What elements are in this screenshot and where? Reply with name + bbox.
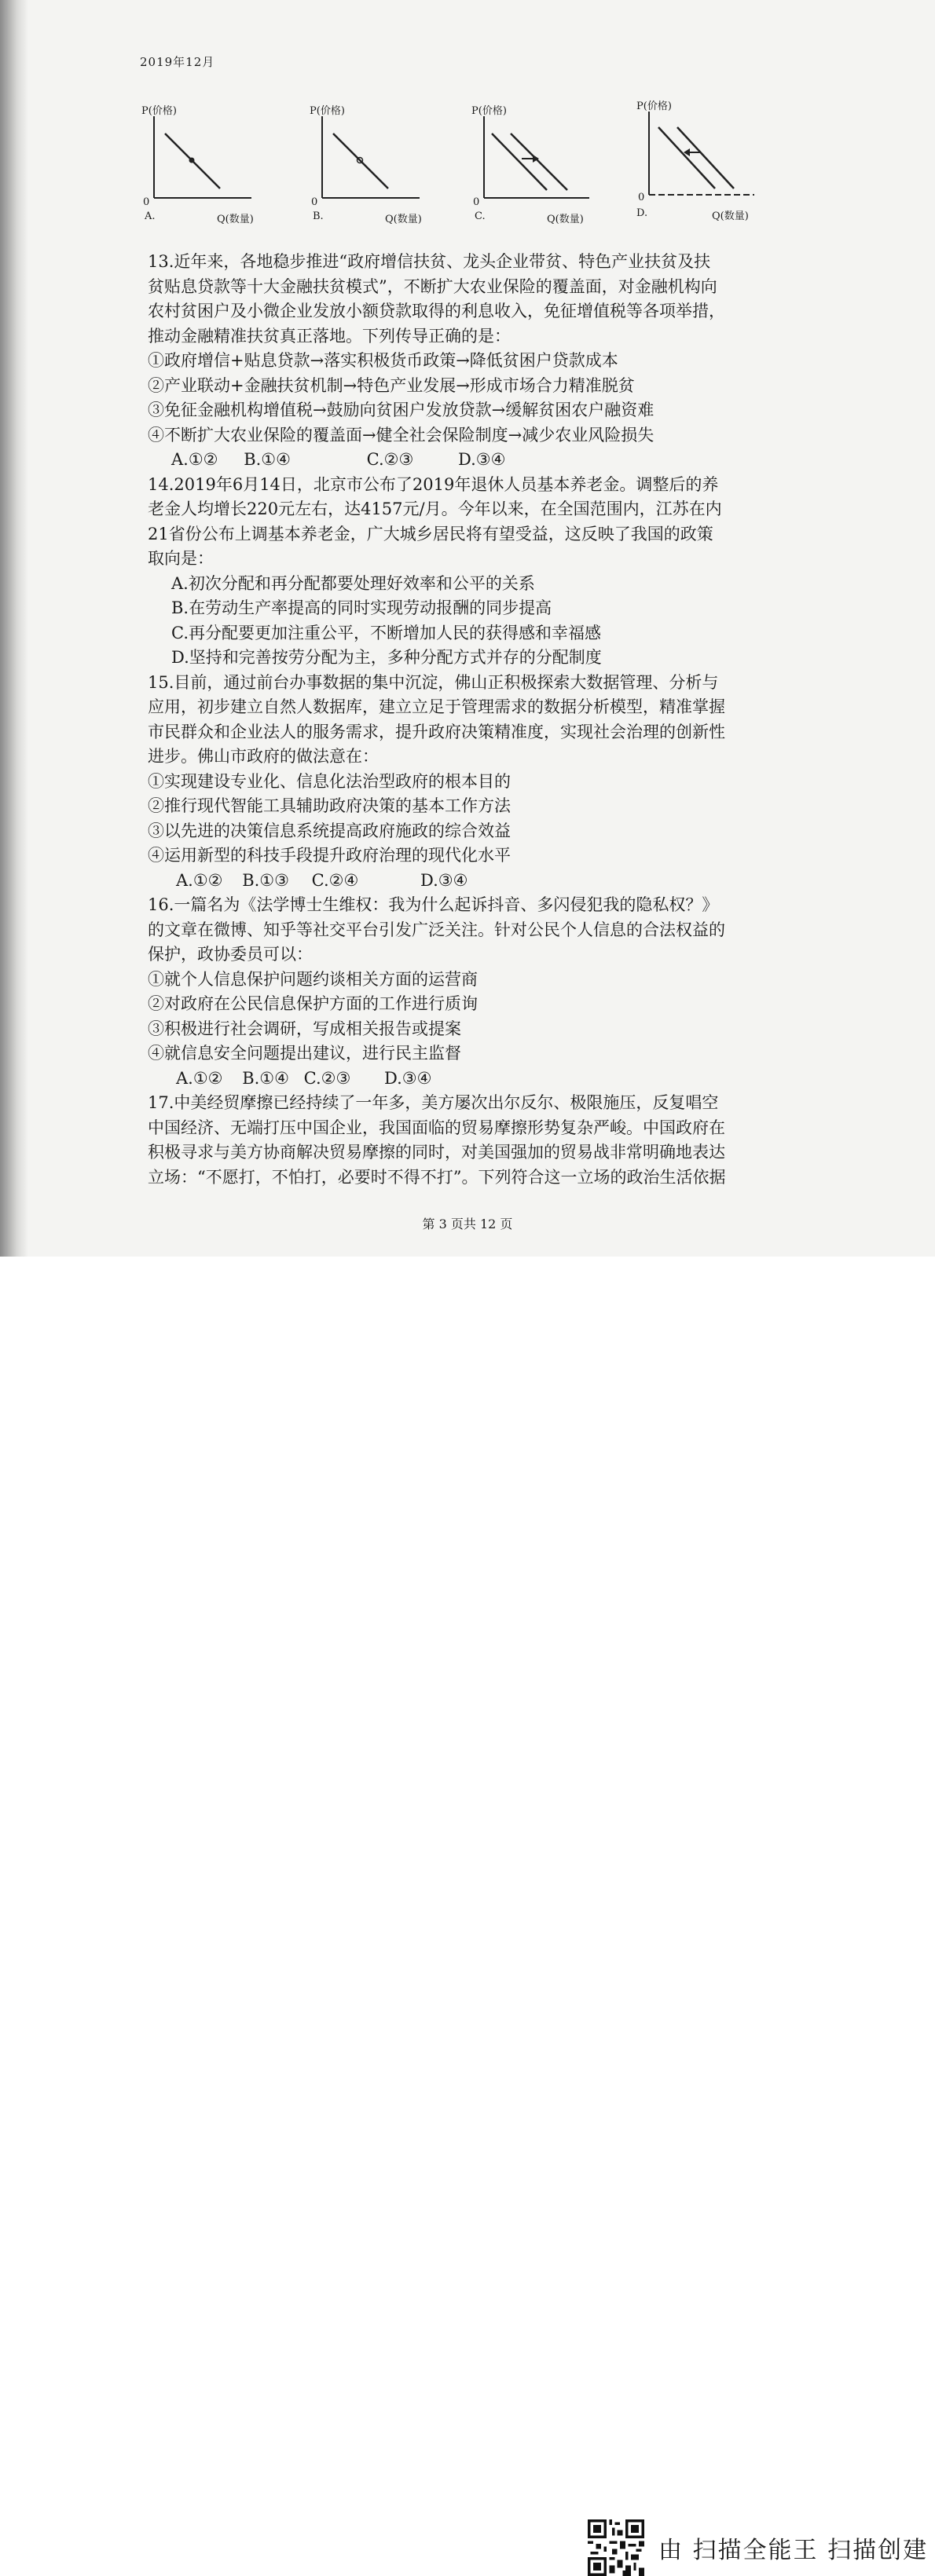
question-14-stem-line: 14.2019年6月14日，北京市公布了2019年退休人员基本养老金。调整后的养 [148,474,719,494]
graph-d-x-label: Q(数量) [712,210,749,222]
question-13-item: ③免征金融机构增值税→鼓励向贫困户发放贷款→缓解贫困农户融资难 [148,401,654,419]
question-16-item: ③积极进行社会调研，写成相关报告或提案 [148,1019,461,1038]
graph-b-letter: B. [313,210,324,222]
option-c: C.②③ [303,1068,351,1088]
question-16-item: ②对政府在公民信息保护方面的工作进行质询 [148,994,478,1013]
question-13-item: ①政府增信+贴息贷款→落实积极货币政策→降低贫困户贷款成本 [148,351,618,370]
question-17-stem-line: 中国经济、无端打压中国企业，我国面临的贸易摩擦形势复杂严峻。中国政府在 [148,1118,725,1137]
graph-b-y-label: P(价格) [310,105,345,117]
graph-b-x-label: Q(数量) [385,214,422,225]
graph-b [310,102,451,243]
graph-a-letter: A. [145,210,156,222]
question-15-stem-line: 市民群众和企业法人的服务需求，提升政府决策精准度，实现社会治理的创新性 [148,722,725,741]
graph-a-origin: 0 [143,196,150,208]
question-13-stem-line: 贫贴息贷款等十大金融扶贫模式”，不断扩大农业保险的覆盖面，对金融机构向 [148,276,717,296]
graph-a-y-label: P(价格) [141,105,177,117]
graph-d-letter: D. [636,207,648,219]
question-13-stem-line: 农村贫困户及小微企业发放小额贷款取得的利息收入，免征增值税等各项举措， [148,302,725,320]
option-a: A.①② [176,870,223,890]
graph-a-x-label: Q(数量) [217,214,254,225]
question-13-stem-line: 13.近年来，各地稳步推进“政府增信扶贫、龙头企业带贫、特色产业扶贫及扶 [148,252,711,271]
option-b: B.①③ [242,870,289,890]
question-14-choice-b: B.在劳动生产率提高的同时实现劳动报酬的同步提高 [171,598,552,617]
question-13-item: ②产业联动+金融扶贫机制→特色产业发展→形成市场合力精准脱贫 [148,375,635,395]
graph-c-origin: 0 [473,196,480,208]
option-b: B.①④ [244,450,291,469]
option-c: C.②④ [311,870,359,890]
graph-a-plot [141,102,283,228]
question-14-choice-c: C.再分配要更加注重公平，不断增加人民的获得感和幸福感 [171,623,601,642]
question-16 [148,893,808,1091]
graph-c-letter: C. [475,210,486,222]
question-13-item: ④不断扩大农业保险的覆盖面→健全社会保险制度→减少农业风险损失 [148,425,654,445]
graph-d-plot [636,102,778,228]
qr-code-icon [588,2519,644,2576]
option-d: D.③④ [420,870,468,890]
scanner-watermark-text: 由 扫描全能王 扫描创建 [658,2537,929,2564]
question-15-item: ②推行现代智能工具辅助政府决策的基本工作方法 [148,796,511,815]
question-15 [148,671,808,894]
question-14-choice-d: D.坚持和完善按劳分配为主，多种分配方式并存的分配制度 [171,648,602,667]
question-15-stem-line: 应用，初步建立自然人数据库，建立立足于管理需求的数据分析模型，精准掌握 [148,697,725,716]
graph-c [471,102,613,243]
graph-b-origin: 0 [311,196,318,208]
graph-c-plot [471,102,613,228]
option-c: C.②③ [366,450,414,469]
question-13 [148,250,808,473]
question-15-stem-line: 进步。佛山市政府的做法意在： [148,747,379,766]
question-13-options [148,448,808,473]
option-a: A.①② [171,450,218,469]
question-14-choice-a: A.初次分配和再分配都要处理好效率和公平的关系 [171,573,535,593]
question-16-options [148,1067,808,1092]
question-14-stem-line: 21省份公布上调基本养老金，广大城乡居民将有望受益，这反映了我国的政策 [148,524,713,543]
demand-curve [333,134,388,188]
question-16-stem-line: 的文章在微博、知乎等社交平台引发广泛关注。针对公民个人信息的合法权益的 [148,920,725,939]
question-15-item: ③以先进的决策信息系统提高政府施政的综合效益 [148,821,511,840]
page-number: 第 3 页共 12 页 [422,1217,513,1231]
graph-d-y-label: P(价格) [636,101,672,112]
graph-b-plot [310,102,451,228]
question-15-stem-line: 15.目前，通过前台办事数据的集中沉淀，佛山正积极探索大数据管理、分析与 [148,672,719,692]
graph-c-x-label: Q(数量) [547,214,584,225]
question-17-stem-line: 积极寻求与美方协商解决贸易摩擦的同时，对美国强加的贸易战非常明确地表达 [148,1143,725,1162]
scanner-watermark-bar [0,1257,935,2564]
question-14-stem-line: 老金人均增长220元左右，达4157元/月。今年以来，在全国范围内，江苏在内 [148,499,722,518]
question-17-stem-line: 17.中美经贸摩擦已经持续了一年多，美方屡次出尔反尔、极限施压，反复唱空 [148,1093,719,1112]
question-17-stem-line: 立场：“不愿打，不怕打，必要时不得不打”。下列符合这一立场的政治生活依据 [148,1167,726,1187]
graph-a [141,102,283,243]
option-d: D.③④ [457,450,506,469]
question-15-item: ①实现建设专业化、信息化法治型政府的根本目的 [148,771,511,791]
graph-row [141,102,817,243]
curve-point [189,158,195,163]
option-a: A.①② [176,1068,223,1088]
question-content [148,250,808,1190]
graph-c-y-label: P(价格) [471,105,507,117]
question-16-stem-line: 16.一篇名为《法学博士生维权：我为什么起诉抖音、多闪侵犯我的隐私权？》 [148,895,719,914]
header-date: 2019年12月 [140,55,215,69]
question-15-options [148,869,808,894]
scan-edge-shadow [0,0,28,1257]
question-14-stem-line: 取向是： [148,549,214,568]
graph-d-origin: 0 [638,192,645,203]
question-16-stem-line: 保护，政协委员可以： [148,945,313,964]
question-14 [148,473,808,671]
question-15-item: ④运用新型的科技手段提升政府治理的现代化水平 [148,846,511,865]
question-17 [148,1091,808,1190]
question-13-stem-line: 推动金融精准扶贫真正落地。下列传导正确的是： [148,326,511,346]
question-16-item: ④就信息安全问题提出建议，进行民主监督 [148,1044,461,1063]
graph-d [636,102,778,243]
option-b: B.①④ [242,1068,289,1088]
question-16-item: ①就个人信息保护问题约谈相关方面的运营商 [148,969,478,989]
option-d: D.③④ [383,1068,432,1088]
